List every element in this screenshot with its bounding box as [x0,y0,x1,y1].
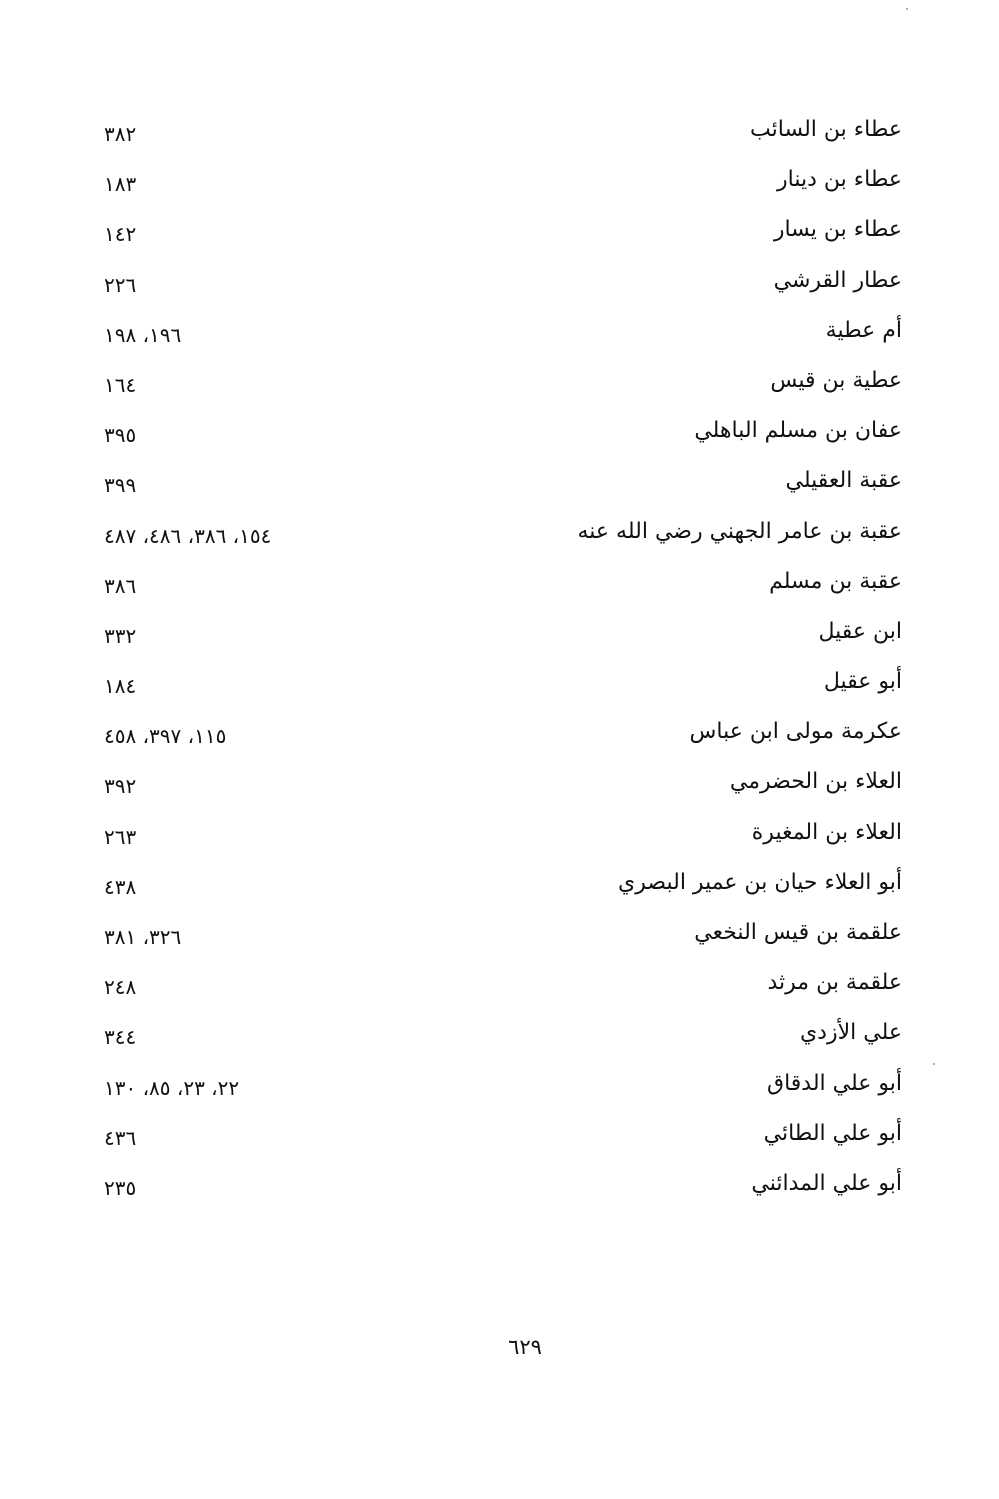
entry-page-refs: ٣٤٤ [104,1025,137,1050]
entry-name: علقمة بن مرثد [767,970,902,996]
index-entry [90,361,910,411]
index-entry [90,813,910,863]
index-entry [90,562,910,612]
entry-page-refs: ٣٨٢ [104,122,137,146]
index-entry [90,1064,910,1114]
index-entry [90,110,910,160]
entry-page-refs: ٣٩٢ [104,774,137,799]
entry-page-refs: ٣٩٥ [104,423,137,448]
entry-page-refs: ٢٣٥ [104,1175,137,1200]
name-index-list [90,110,910,1214]
index-entry [90,210,910,260]
entry-name: أبو علي المدائني [751,1170,902,1196]
entry-name: عطية بن قيس [770,367,902,393]
entry-page-refs: ٣٣٢ [104,623,137,648]
index-entry [90,863,910,913]
index-entry [90,762,910,812]
scan-speck [906,8,908,10]
entry-name: أبو العلاء حيان بن عمير البصري [618,869,902,895]
index-entry [90,160,910,210]
index-entry [90,612,910,662]
entry-page-refs: ٣٨٦ [104,573,137,598]
entry-page-refs: ٤٣٦ [104,1125,137,1150]
entry-name: عفان بن مسلم الباهلي [694,418,902,444]
entry-page-refs: ٣٢٦، ٣٨١ [104,925,182,949]
index-entry [90,512,910,562]
index-entry [90,662,910,712]
entry-page-refs: ٢٤٨ [104,975,137,1000]
entry-name: أبو عقيل [823,669,902,695]
entry-page-refs: ١٨٤ [104,674,137,699]
entry-page-refs: ٢٢٦ [104,272,137,297]
entry-page-refs: ١٥٤، ٣٨٦، ٤٨٦، ٤٨٧ [104,523,272,548]
index-entry [90,1164,910,1214]
page-number: ٦٢٩ [508,1335,542,1359]
entry-page-refs: ٢٢، ٢٣، ٨٥، ١٣٠ [104,1075,240,1100]
entry-page-refs: ١٩٦، ١٩٨ [104,322,182,347]
entry-name: أبو علي الدقاق [767,1070,902,1096]
entry-name: عقبة بن عامر الجهني رضي الله عنه [577,518,902,544]
entry-page-refs: ٤٣٨ [104,874,137,899]
entry-name: أبو علي الطائي [763,1120,902,1146]
scan-speck [933,1063,935,1065]
entry-name: عكرمة مولى ابن عباس [689,719,902,745]
entry-name: عقبة بن مسلم [769,568,902,594]
entry-name: علي الأزدي [799,1020,902,1046]
entry-name: العلاء بن الحضرمي [729,769,902,795]
index-entry [90,963,910,1013]
entry-name: عطار القرشي [773,267,902,293]
entry-name: عقبة العقيلي [785,468,902,494]
entry-page-refs: ٢٦٣ [104,824,137,849]
index-entry [90,1013,910,1063]
entry-name: علقمة بن قيس النخعي [694,920,902,945]
entry-name: عطاء بن دينار [777,167,902,193]
index-entry [90,712,910,762]
entry-page-refs: ٣٩٩ [104,473,137,498]
index-entry [90,913,910,963]
entry-page-refs: ١٨٣ [104,172,137,197]
entry-page-refs: ١٦٤ [104,372,137,397]
index-entry [90,311,910,361]
index-entry [90,261,910,311]
entry-name: العلاء بن المغيرة [751,819,902,845]
entry-name: عطاء بن يسار [773,217,902,243]
entry-name: ابن عقيل [818,618,902,644]
entry-page-refs: ١٤٢ [104,222,137,247]
entry-name: عطاء بن السائب [750,117,902,142]
index-entry [90,411,910,461]
entry-page-refs: ١١٥، ٣٩٧، ٤٥٨ [104,724,227,749]
index-entry [90,461,910,511]
entry-name: أم عطية [825,317,902,343]
index-entry [90,1114,910,1164]
